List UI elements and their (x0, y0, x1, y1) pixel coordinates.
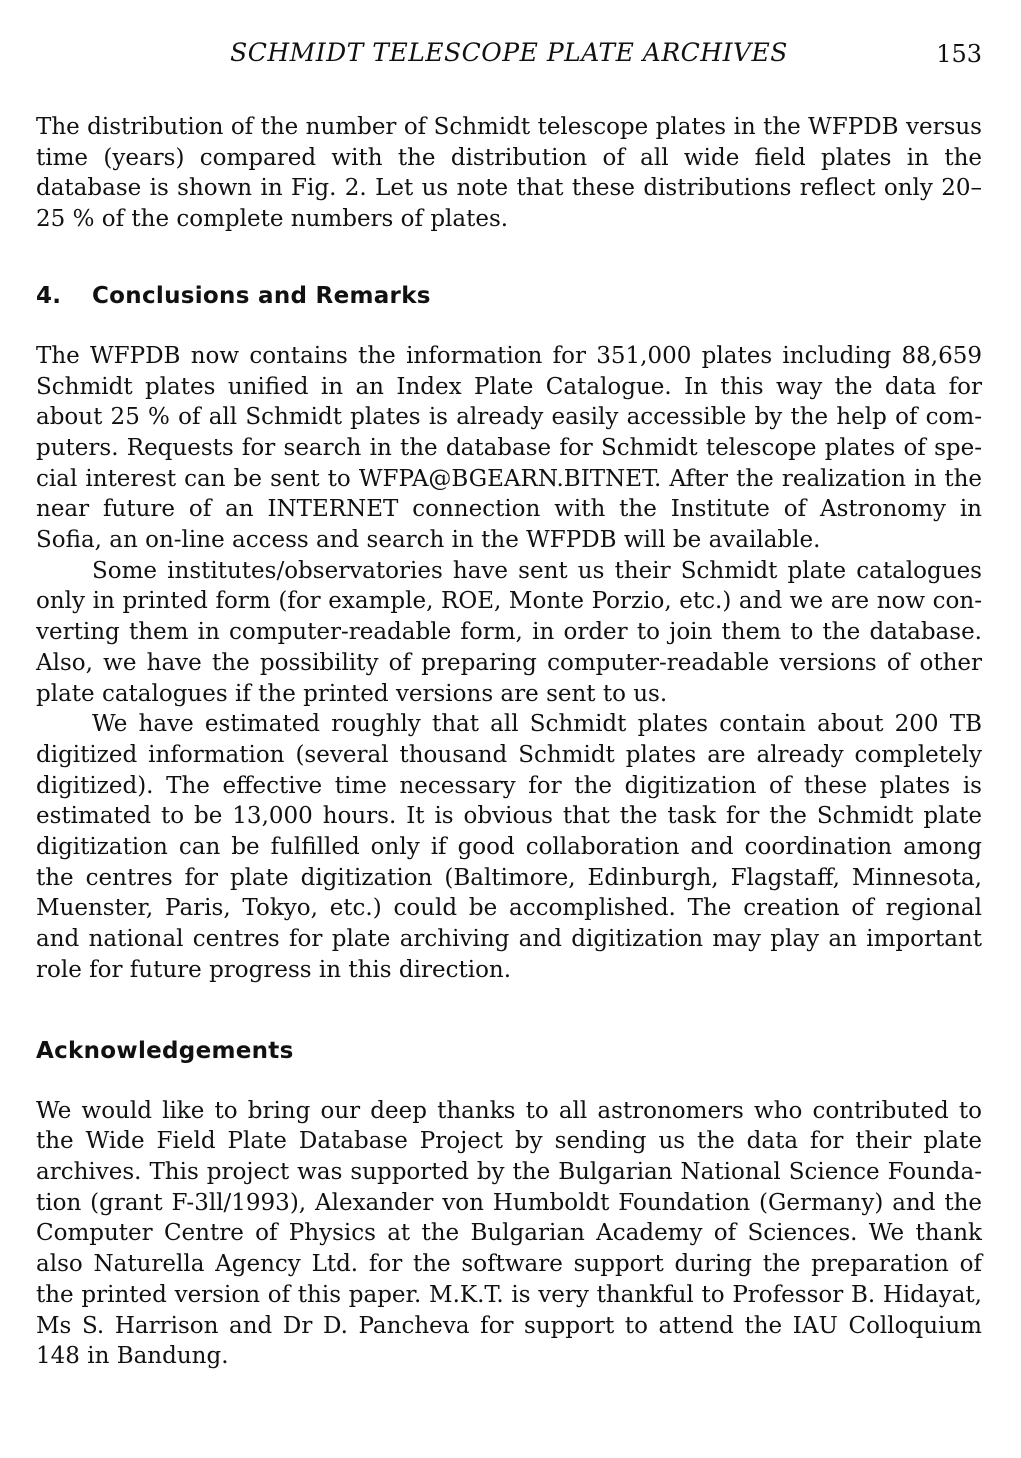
conclusions-paragraph-2: Some institutes/observatories have sent us their Schmidt plate catalogues only in printed form (for example, ROE, Monte Porzio, etc.) and we are now converting them in computer-readable form, in order to join them to the database. Also, we have the possibility of preparing computer-readable versions of other plate catalogues if the printed versions are sent to us. (36, 557, 982, 707)
acknowledgements-paragraph: We would like to bring our deep thanks to all astronomers who contributed to the Wide Field Plate Database Project by sending us the data for their plate archives. This project was supported by the Bulgarian National Science Foundation (grant F-3ll/1993), Alexander von Humboldt Foundation (Germany) and the Computer Centre of Physics at the Bulgarian Academy of Sciences. We thank also Naturella Agency Ltd. for the software support during the preparation of the printed version of this paper. M.K.T. is very thankful to Professor B. Hidayat, Ms S. Harrison and Dr D. Pancheva for support to attend the IAU Colloquium 148 in Bandung. (36, 1097, 982, 1370)
section-title: Conclusions and Remarks (92, 282, 431, 309)
acknowledgements-heading: Acknowledgements (36, 1037, 294, 1064)
running-title: SCHMIDT TELESCOPE PLATE ARCHIVES (230, 38, 788, 67)
running-header (36, 38, 982, 78)
page-number: 153 (936, 40, 982, 68)
intro-paragraph: The distribution of the number of Schmidt telescope plates in the WFPDB versus time (years) compared with the distribution of all wide field plates in the database is shown in Fig. 2. Let us note that these distributions reflect only 20–25 % of the complete numbers of plates. (36, 114, 982, 233)
conclusions-paragraph-3: We have estimated roughly that all Schmidt plates contain about 200 TB digitized information (several thousand Schmidt plates are already completely digitized). The effective time necessary for the digitization of these plates is estimated to be 13,000 hours. It is obvious that the task for the Schmidt plate digitization can be fulfilled only if good collaboration and coordination among the centres for plate digitization (Baltimore, Edinburgh, Flagstaff, Minnesota, Muenster, Paris, Tokyo, etc.) could be accomplished. The creation of regional and national centres for plate archiving and digitization may play an important role for future progress in this direction. (36, 711, 982, 983)
section-heading-conclusions (36, 281, 982, 311)
paper-page (36, 38, 982, 1372)
section-number: 4. (36, 282, 62, 309)
conclusions-paragraph-1: The WFPDB now contains the information for 351,000 plates including 88,659 Schmidt plates unified in an Index Plate Catalogue. In this way the data for about 25 % of all Schmidt plates is already easily accessible by the help of computers. Requests for search in the database for Schmidt telescope plates of special interest can be sent to WFPA@BGEARN.BITNET. After the realization in the near future of an INTERNET connection with the Institute of Astronomy in Sofia, an on-line access and search in the WFPDB will be available. (36, 342, 982, 554)
